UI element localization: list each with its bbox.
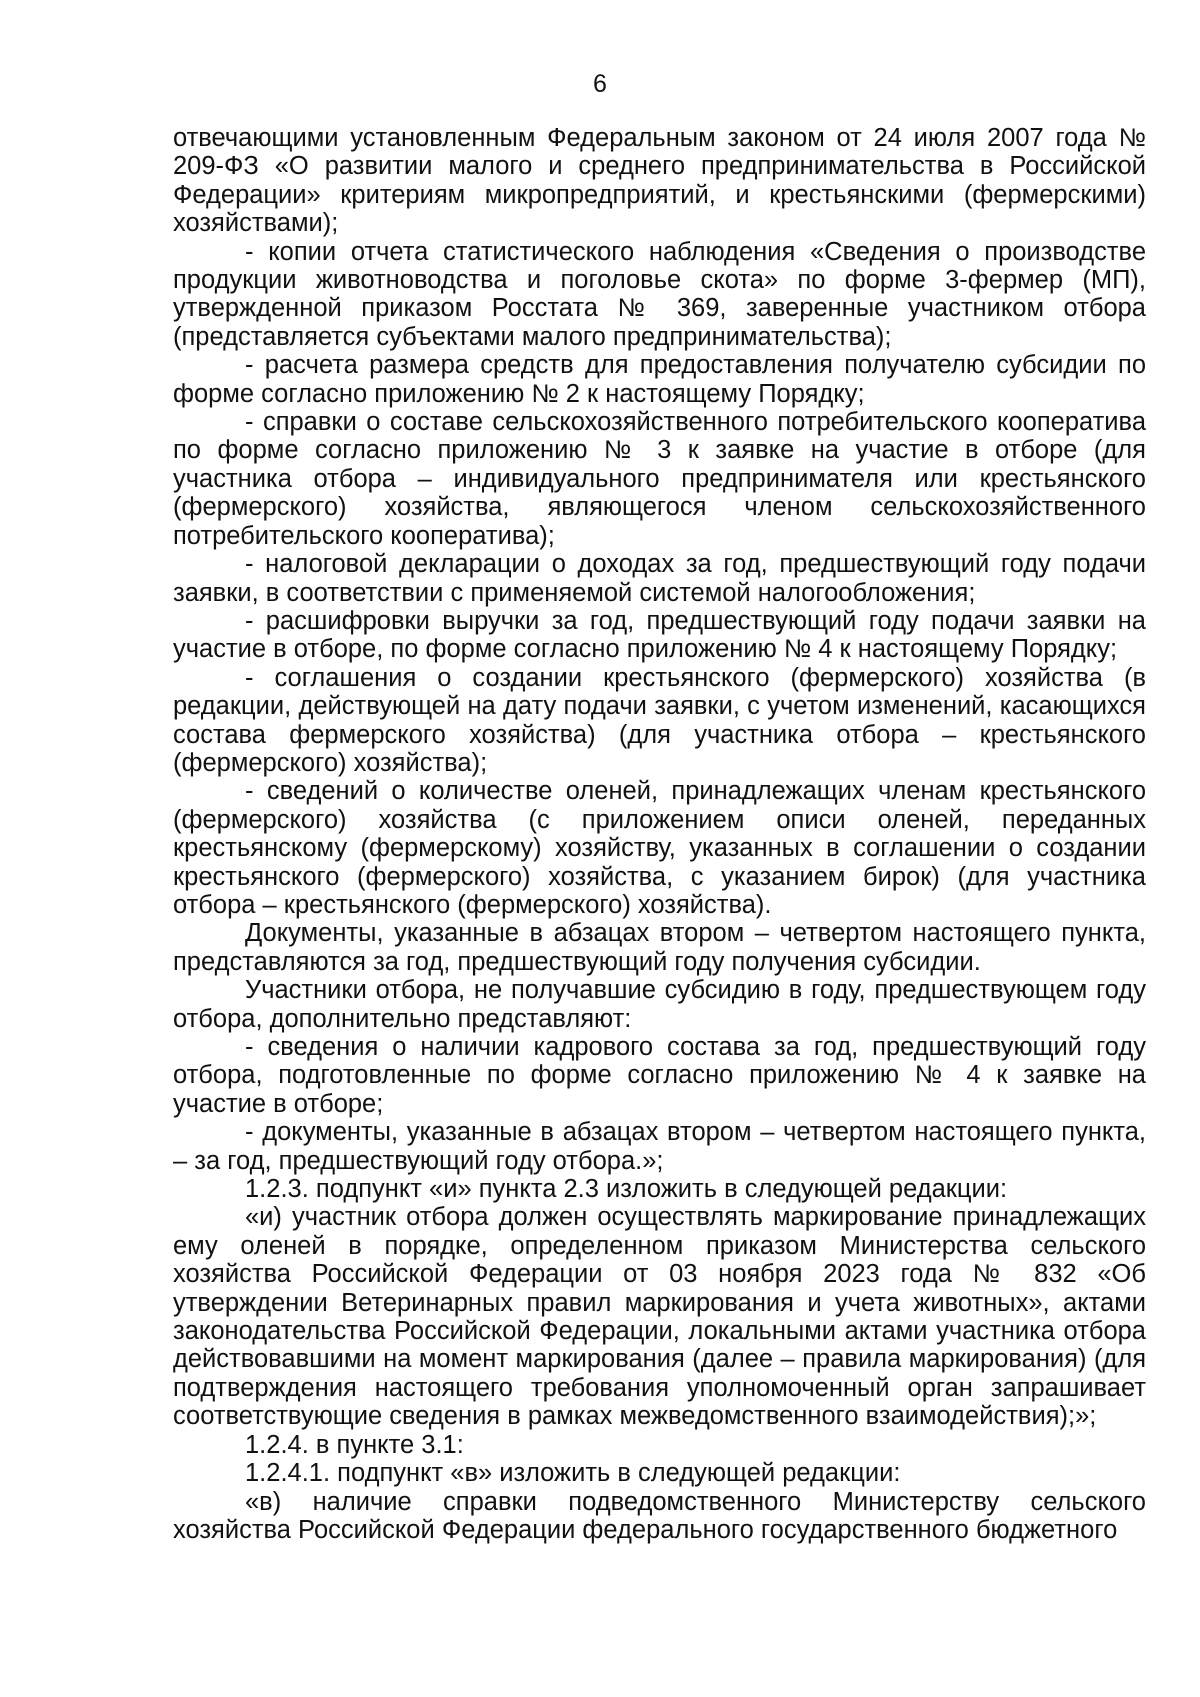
document-body <box>173 124 1146 1544</box>
page-number: 6 <box>593 70 607 98</box>
paragraph: - сведения о наличии кадрового состава за год, предшествующий году отбора, подготовленные по форме согласно приложению № 4 к заявке на участие в отборе; <box>173 1033 1146 1118</box>
paragraph: - копии отчета статистического наблюдения «Сведения о производстве продукции животноводства и поголовье скота» по форме 3-фермер (МП), утвержденной приказом Росстата № 369, заверенные участником отбора (представляется субъектами малого предпринимательства); <box>173 237 1146 351</box>
paragraph: - налоговой декларации о доходах за год, предшествующий году подачи заявки, в соответствии с применяемой системой налогообложения; <box>173 550 1146 607</box>
paragraph: 1.2.4.1. подпункт «в» изложить в следующей редакции: <box>245 1459 901 1488</box>
paragraph: 1.2.4. в пункте 3.1: <box>245 1430 464 1459</box>
paragraph: Документы, указанные в абзацах втором – четвертом настоящего пункта, представляются за год, предшествующий году получения субсидии. <box>173 919 1146 976</box>
paragraph: «в) наличие справки подведомственного Министерству сельского хозяйства Российской Федерации федерального государственного бюджетного <box>173 1487 1146 1544</box>
paragraph: - документы, указанные в абзацах втором – четвертом настоящего пункта, – за год, предшествующий году отбора.»; <box>173 1118 1146 1175</box>
paragraph: - расчета размера средств для предоставления получателю субсидии по форме согласно приложению № 2 к настоящему Порядку; <box>173 351 1146 408</box>
paragraph: - справки о составе сельскохозяйственного потребительского кооператива по форме согласно приложению № 3 к заявке на участие в отборе (для участника отбора – индивидуального предпринимателя или крестьянского (фермерского) хозяйства, являющегося членом сельскохозяйственного потребительского кооператива); <box>173 408 1146 550</box>
paragraph: - сведений о количестве оленей, принадлежащих членам крестьянского (фермерского) хозяйства (с приложением описи оленей, переданных крестьянскому (фермерскому) хозяйству, указанных в соглашении о создании крестьянского (фермерского) хозяйства, с указанием бирок) (для участника отбора – крестьянского (фермерского) хозяйства). <box>173 777 1146 919</box>
paragraph: 1.2.3. подпункт «и» пункта 2.3 изложить в следующей редакции: <box>245 1175 1008 1204</box>
paragraph: - расшифровки выручки за год, предшествующий году подачи заявки на участие в отборе, по форме согласно приложению № 4 к настоящему Порядку; <box>173 606 1146 664</box>
paragraph: - соглашения о создании крестьянского (фермерского) хозяйства (в редакции, действующей на дату подачи заявки, с учетом изменений, касающихся состава фермерского хозяйства) (для участника отбора – крестьянского (фермерского) хозяйства); <box>173 663 1146 777</box>
paragraph: отвечающими установленным Федеральным законом от 24 июля 2007 года № 209-ФЗ «О развитии малого и среднего предпринимательства в Российской Федерации» критериям микропредприятий, и крестьянскими (фермерскими) хозяйствами); <box>173 124 1146 238</box>
paragraph: Участники отбора, не получавшие субсидию в году, предшествующем году отбора, дополнительно представляют: <box>173 976 1146 1033</box>
paragraph: «и) участник отбора должен осуществлять маркирование принадлежащих ему оленей в порядке, определенном приказом Министерства сельского хозяйства Российской Федерации от 03 ноября 2023 года № 832 «Об утверждении Ветеринарных правил маркирования и учета животных», актами законодательства Российской Федерации, локальными актами участника отбора действовавшими на момент маркирования (далее – правила маркирования) (для подтверждения настоящего требования уполномоченный орган запрашивает соответствующие сведения в рамках межведомственного взаимодействия);»; <box>173 1203 1146 1431</box>
